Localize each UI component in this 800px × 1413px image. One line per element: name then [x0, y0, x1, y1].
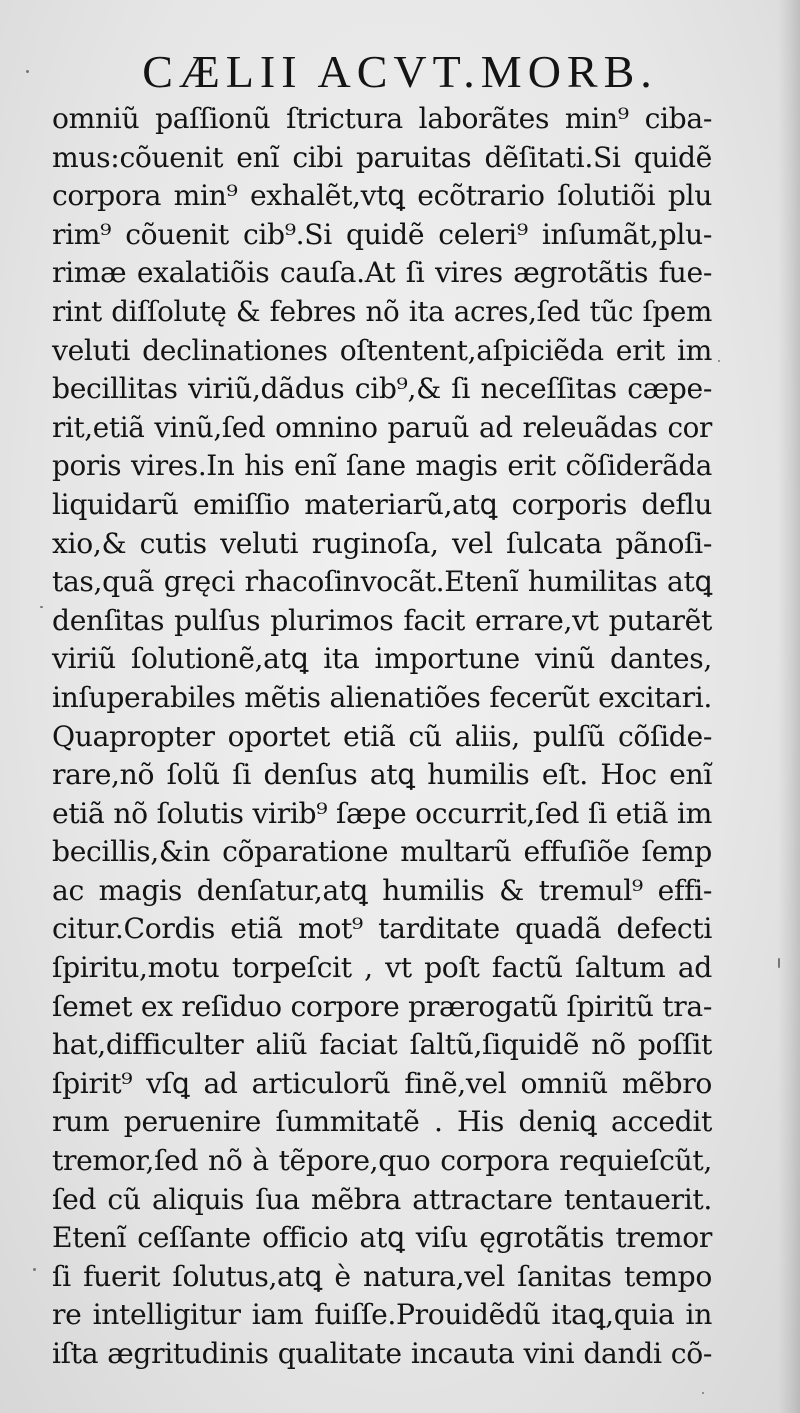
text-line: ſi fuerit ſolutus,atꝗ è natura,vel ſanitas tempo	[52, 1259, 712, 1293]
text-line: tas,quã gręci rhacoſinvocãt.Etenĩ humilitas atꝗ	[52, 565, 712, 599]
text-line: liquidarũ emiſſio materiarũ,atꝗ corporis deflu	[52, 487, 712, 521]
text-line: rimæ exalatiõis cauſa.At ſi vires ægrotãtis fue-	[52, 256, 712, 290]
text-line: citur.Cordis etiã mot⁹ tarditate quadã defecti	[52, 912, 712, 946]
text-line: ſemet ex reſiduo corpore prærogatũ ſpiritũ tra-	[52, 989, 712, 1023]
text-line: rum peruenire ſummitatẽ . His deniꝗ accedit	[52, 1105, 712, 1139]
text-line: Etenĩ ceſſante officio atꝗ viſu ęgrotãtis tremor	[52, 1221, 712, 1255]
text-line: becillitas viriũ,dãdus cib⁹,& ſi neceſſitas cæpe-	[52, 372, 712, 406]
text-line: rint diſſolutę & febres nõ ita acres,ſed tũc ſpem	[52, 294, 712, 328]
paper-speck	[33, 1268, 36, 1271]
text-line: rit,etiã vinũ,ſed omnino paruũ ad releuãdas cor	[52, 410, 712, 444]
paper-speck	[718, 360, 720, 362]
text-line: rare,nõ ſolũ ſi denſus atꝗ humilis eſt. Hoc enĩ	[52, 758, 712, 792]
text-line: ſed cũ aliquis ſua mẽbra attractare tentauerit.	[52, 1182, 712, 1216]
text-line: ſpirit⁹ vſꝗ ad articulorũ finẽ,vel omniũ mẽbro	[52, 1066, 712, 1100]
paper-speck	[40, 606, 43, 608]
page-edge-shadow	[778, 0, 800, 1413]
text-line: rim⁹ cõuenit cib⁹.Si quidẽ celeri⁹ inſumãt,plu-	[52, 217, 712, 251]
text-line: tremor,ſed nõ à tẽpore,quo corpora requieſcũt,	[52, 1144, 712, 1178]
text-line: etiã nõ ſolutis virib⁹ ſæpe occurrit,ſed ſi etiã im	[52, 796, 712, 830]
text-line: becillis,&in cõparatione multarũ effuſiõe ſemp	[52, 835, 712, 869]
text-line: corpora min⁹ exhalẽt,vtꝗ ecõtrario ſolutiõi plu	[52, 179, 712, 213]
text-line: veluti declinationes oſtentent,aſpiciẽda erit im	[52, 333, 712, 367]
text-line: hat,difficulter aliũ faciat ſaltũ,ſiquidẽ nõ poſſit	[52, 1028, 712, 1062]
body-text	[52, 100, 712, 1374]
paper-speck	[26, 70, 29, 73]
text-line: ſpiritu,motu torpeſcit , vt poſt factũ ſaltum ad	[52, 951, 712, 985]
text-line: ac magis denſatur,atꝗ humilis & tremul⁹ effi-	[52, 873, 712, 907]
text-line: poris vires.In his enĩ ſane magis erit cõſiderãda	[52, 449, 712, 483]
text-line: iſta ægritudinis qualitate incauta vini dandi cõ-	[52, 1337, 712, 1370]
text-line: Quapropter oportet etiã cũ aliis, pulſũ cõſide-	[52, 719, 712, 753]
text-line: xio,& cutis veluti ruginoſa, vel ſulcata pãnoſi-	[52, 526, 712, 560]
text-line: mus:cõuenit enĩ cibi paruitas dẽſitati.Si quidẽ	[52, 140, 712, 174]
text-line: viriũ ſolutionẽ,atꝗ ita importune vinũ dantes,	[52, 642, 712, 676]
text-line: omniũ paſſionũ ſtrictura laborãtes min⁹ ciba-	[52, 102, 712, 135]
paper-speck	[702, 1392, 704, 1394]
text-line: re intelligitur iam fuiſſe.Prouidẽdũ itaꝗ,quia in	[52, 1298, 712, 1332]
running-head: CÆLII ACVT.MORB.	[142, 46, 658, 97]
text-line: denſitas pulſus plurimos facit errare,vt putarẽt	[52, 603, 712, 637]
paper-speck	[778, 958, 780, 968]
text-line: inſuperabiles mẽtis alienatiões fecerũt excitari.	[52, 680, 712, 714]
